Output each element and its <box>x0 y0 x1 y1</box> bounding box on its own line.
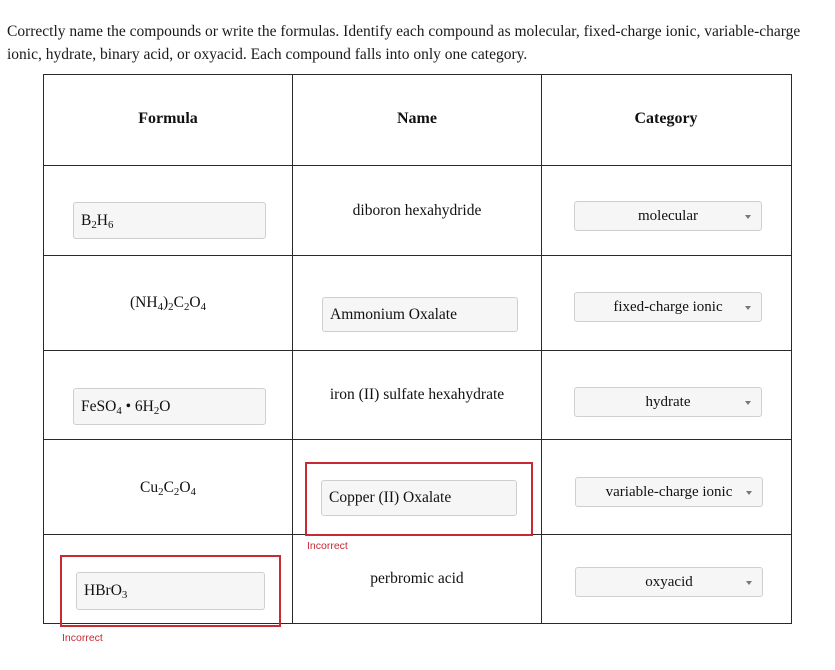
category-select[interactable] <box>574 201 762 231</box>
category-value: fixed-charge ionic <box>613 298 723 315</box>
instructions: Correctly name the compounds or write the formulas. Identify each compound as molecular, fixed-charge ionic, variable-charge ionic, hydrate, binary acid, or oxyacid. Each compound falls into only one category. <box>7 23 801 63</box>
formula-text <box>44 479 292 497</box>
name-text: perbromic acid <box>370 570 464 587</box>
formula-value: $Cu_2C_2O_4$ <box>140 479 196 498</box>
chevron-down-icon <box>745 401 751 405</box>
category-value: molecular <box>638 207 698 224</box>
name-text: diboron hexahydride <box>352 202 482 219</box>
formula-value: FeSO$_4$ • $6H_2O$ <box>81 397 171 417</box>
name-text: iron (II) sulfate hexahydrate <box>329 386 505 403</box>
category-value: variable-charge ionic <box>605 483 733 500</box>
category-select[interactable] <box>575 477 763 507</box>
chevron-down-icon <box>746 581 752 585</box>
name-input[interactable]: Ammonium Oxalate <box>322 297 518 332</box>
formula-value: $B_2H_6$ <box>81 211 114 231</box>
chevron-down-icon <box>745 215 751 219</box>
chevron-down-icon <box>746 491 752 495</box>
category-select[interactable] <box>574 292 762 322</box>
formula-value: HBrO$_3$ <box>84 582 128 601</box>
incorrect-label: Incorrect <box>62 632 103 644</box>
formula-input[interactable] <box>76 572 265 610</box>
header-formula: Formula <box>138 110 198 127</box>
formula-input[interactable] <box>73 202 266 239</box>
formula-input[interactable] <box>73 388 266 425</box>
formula-text <box>44 294 292 312</box>
category-value: oxyacid <box>645 573 693 590</box>
category-select[interactable] <box>575 567 763 597</box>
category-select[interactable] <box>574 387 762 417</box>
formula-value: $(NH_4)_2C_2O_4$ <box>130 294 206 313</box>
chevron-down-icon <box>745 306 751 310</box>
incorrect-label: Incorrect <box>307 540 348 552</box>
header-category: Category <box>634 110 698 127</box>
category-value: hydrate <box>645 393 691 410</box>
name-input[interactable]: Copper (II) Oxalate <box>321 480 517 516</box>
header-name: Name <box>397 110 437 127</box>
